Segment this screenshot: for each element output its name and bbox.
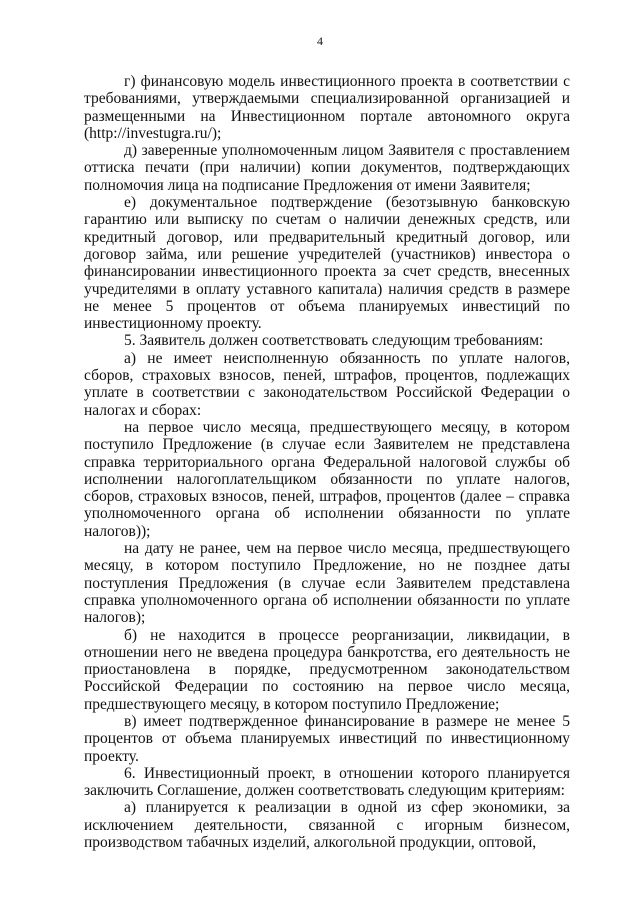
paragraph-5b: б) не находится в процессе реорганизации, ликвидации, в отношении него не введена процедура банкротства, его деятельность не приостановлена в порядке, предусмотренном законодательством Российской Федерации по состоянию на первое число месяца, предшествующего месяцу, в котором поступило Предложение; bbox=[84, 626, 570, 713]
paragraph-6a: а) планируется к реализации в одной из сфер экономики, за исключением деятельности, связанной с игорным бизнесом, производством табачных изделий, алкогольной продукции, оптовой, bbox=[84, 799, 570, 852]
page-number: 4 bbox=[317, 34, 323, 48]
paragraph-g: г) финансовую модель инвестиционного проекта в соответствии с требованиями, утверждаемыми специализированной организацией и размещенными на Инвестиционном портале автономного округа (http://investugra.ru/); bbox=[84, 73, 570, 142]
paragraph-e: е) документальное подтверждение (безотзывную банковскую гарантию или выписку по счетам о наличии денежных средств, или кредитный договор, или предварительный кредитный договор, или договор займа, или решение учредителей (участников) инвестора о финансировании инвестиционного проекта за счет средств, внесенных учредителями в оплату уставного капитала) наличия средств в размере не менее 5 процентов от объема планируемых инвестиций по инвестиционному проекту. bbox=[84, 194, 570, 333]
paragraph-5: 5. Заявитель должен соответствовать следующим требованиям: bbox=[124, 332, 544, 350]
paragraph-5a-second-date: на дату не ранее, чем на первое число месяца, предшествующего месяцу, в котором поступило Предложение, но не позднее даты поступления Предложения (в случае если Заявителем представлена справка уполномоченного органа об исполнении обязанности по уплате налогов); bbox=[84, 540, 570, 627]
paragraph-d: д) заверенные уполномоченным лицом Заявителя с проставлением оттиска печати (при наличии) копии документов, подтверждающих полномочия лица на подписание Предложения от имени Заявителя; bbox=[84, 142, 570, 194]
paragraph-5v: в) имеет подтвержденное финансирование в размере не менее 5 процентов от объема планируемых инвестиций по инвестиционному проекту. bbox=[84, 712, 570, 765]
paragraph-5a: а) не имеет неисполненную обязанность по уплате налогов, сборов, страховых взносов, пеней, штрафов, процентов, подлежащих уплате в соответствии с законодательством Российской Федерации о налогах и сборах: bbox=[84, 349, 570, 419]
paragraph-5a-first-date: на первое число месяца, предшествующего месяцу, в котором поступило Предложение (в случае если Заявителем не представлена справка территориального органа Федеральной налоговой службы об исполнении налогоплательщиком обязанности по уплате налогов, сборов, страховых взносов, пеней, штрафов, процентов (далее – справка уполномоченного органа об исполнении обязанности по уплате налогов)); bbox=[84, 418, 570, 540]
paragraph-6: 6. Инвестиционный проект, в отношении которого планируется заключить Соглашение, должен соответствовать следующим критериям: bbox=[84, 764, 570, 800]
document-body bbox=[84, 73, 570, 851]
